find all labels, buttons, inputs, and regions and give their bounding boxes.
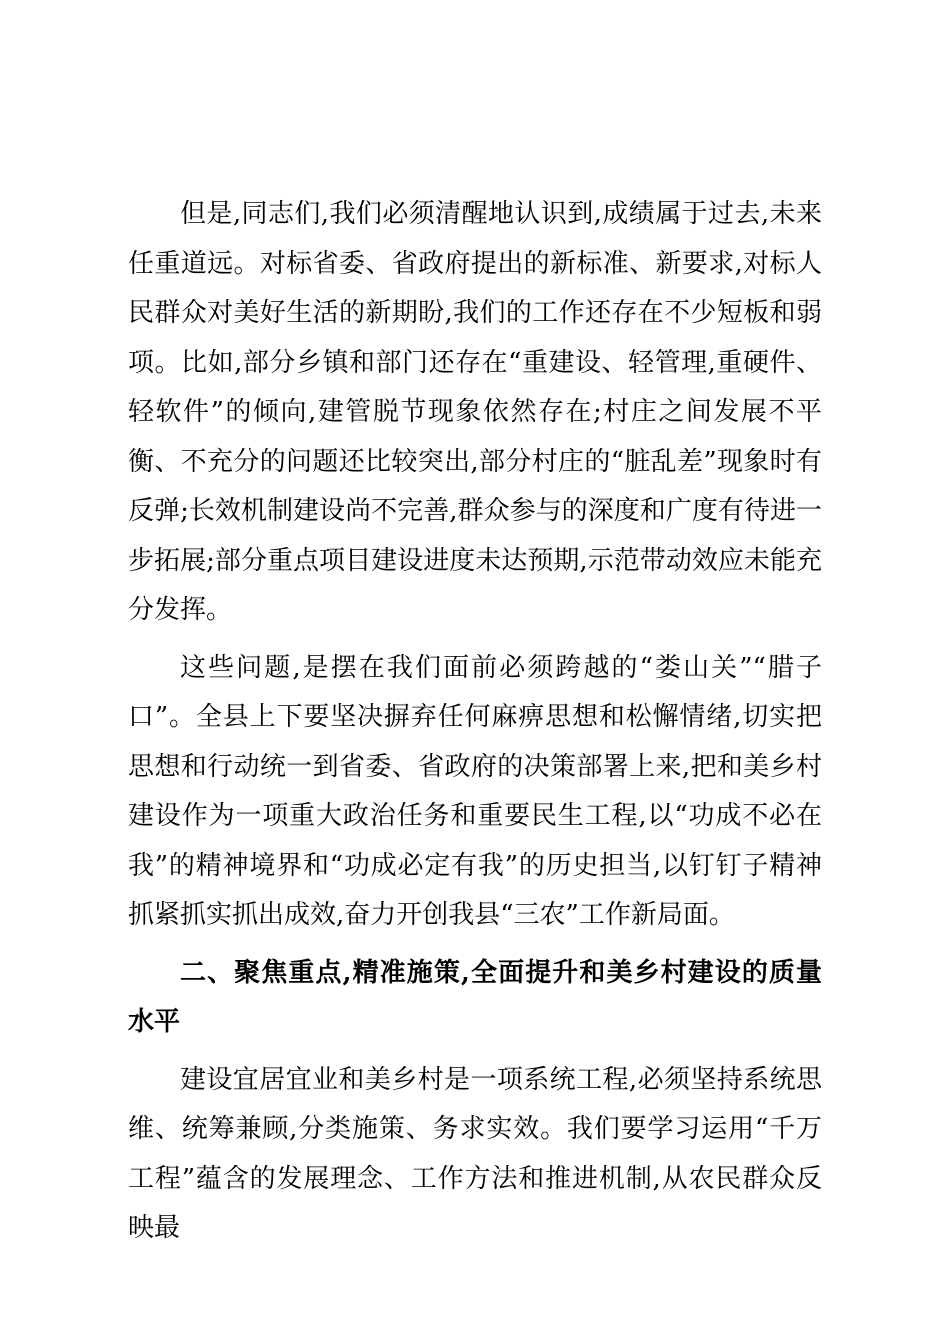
document-body: [128, 190, 822, 1262]
paragraph-shortcomings: 但是,同志们,我们必须清醒地认识到,成绩属于过去,未来任重道远。对标省委、省政府提出的新标准、新要求,对标人民群众对美好生活的新期盼,我们的工作还存在不少短板和弱项。比如,部分乡镇和部门还存在“重建设、轻管理,重硬件、轻软件”的倾向,建管脱节现象依然存在;村庄之间发展不平衡、不充分的问题还比较突出,部分村庄的“脏乱差”现象时有反弹;长效机制建设尚不完善,群众参与的深度和广度有待进一步拓展;部分重点项目建设进度未达预期,示范带动效应未能充分发挥。: [128, 199, 822, 625]
paragraph-systematic-project: 建设宜居宜业和美乡村是一项系统工程,必须坚持系统思维、统筹兼顾,分类施策、务求实效。我们要学习运用“千万工程”蕴含的发展理念、工作方法和推进机制,从农民群众反映最: [128, 1064, 822, 1243]
section-heading: 二、聚焦重点,精准施策,全面提升和美乡村建设的质量水平: [128, 957, 822, 1037]
paragraph-challenges: 这些问题,是摆在我们面前必须跨越的“娄山关”“腊子口”。全县上下要坚决摒弃任何麻痹思想和松懈情绪,切实把思想和行动统一到省委、省政府的决策部署上来,把和美乡村建设作为一项重大政治任务和重要民生工程,以“功成不必在我”的精神境界和“功成必定有我”的历史担当,以钉钉子精神抓紧抓实抓出成效,奋力开创我县“三农”工作新局面。: [128, 652, 822, 930]
